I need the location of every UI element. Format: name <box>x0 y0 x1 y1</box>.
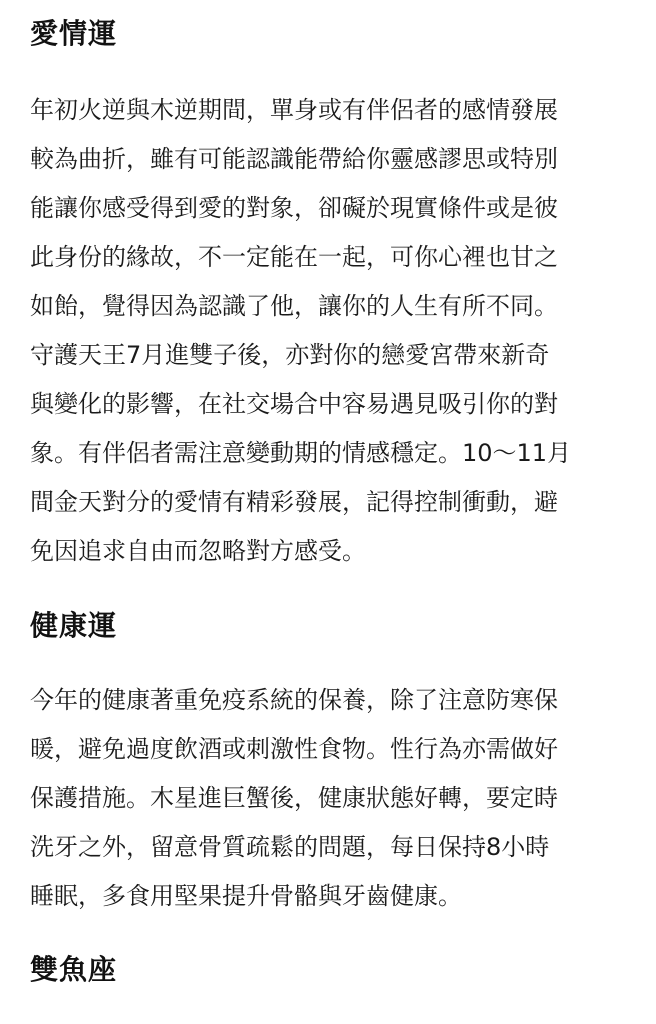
health-section-title: 健康運 <box>30 609 118 642</box>
paragraph-line: 守護天王7月進雙子後，亦對你的戀愛宮帶來新奇 <box>30 341 550 369</box>
paragraph-line: 今年的健康著重免疫系統的保養，除了注意防寒保 <box>30 686 558 714</box>
health-section-paragraph <box>30 676 630 921</box>
paragraph-line: 保護措施。木星進巨蟹後，健康狀態好轉，要定時 <box>30 784 558 812</box>
paragraph-line: 洗牙之外，留意骨質疏鬆的問題，每日保持8小時 <box>30 833 550 861</box>
love-section-title: 愛情運 <box>30 17 118 50</box>
paragraph-line: 睡眠，多食用堅果提升骨骼與牙齒健康。 <box>30 882 462 910</box>
paragraph-line: 象。有伴侶者需注意變動期的情感穩定。10～11月 <box>30 439 572 467</box>
pisces-section-title: 雙魚座 <box>30 953 118 986</box>
paragraph-line: 與變化的影響，在社交場合中容易遇見吸引你的對 <box>30 390 558 418</box>
paragraph-line: 能讓你感受得到愛的對象，卻礙於現實條件或是彼 <box>30 194 558 222</box>
love-section-paragraph <box>30 86 630 576</box>
paragraph-line: 較為曲折，雖有可能認識能帶給你靈感謬思或特別 <box>30 145 558 173</box>
paragraph-line: 免因追求自由而忽略對方感受。 <box>30 537 366 565</box>
paragraph-line: 如飴，覺得因為認識了他，讓你的人生有所不同。 <box>30 292 558 320</box>
paragraph-line: 間金天對分的愛情有精彩發展，記得控制衝動，避 <box>30 488 558 516</box>
paragraph-line: 此身份的緣故，不一定能在一起，可你心裡也甘之 <box>30 243 558 271</box>
paragraph-line: 暖，避免過度飲酒或刺激性食物。性行為亦需做好 <box>30 735 558 763</box>
paragraph-line: 年初火逆與木逆期間，單身或有伴侶者的感情發展 <box>30 96 558 124</box>
